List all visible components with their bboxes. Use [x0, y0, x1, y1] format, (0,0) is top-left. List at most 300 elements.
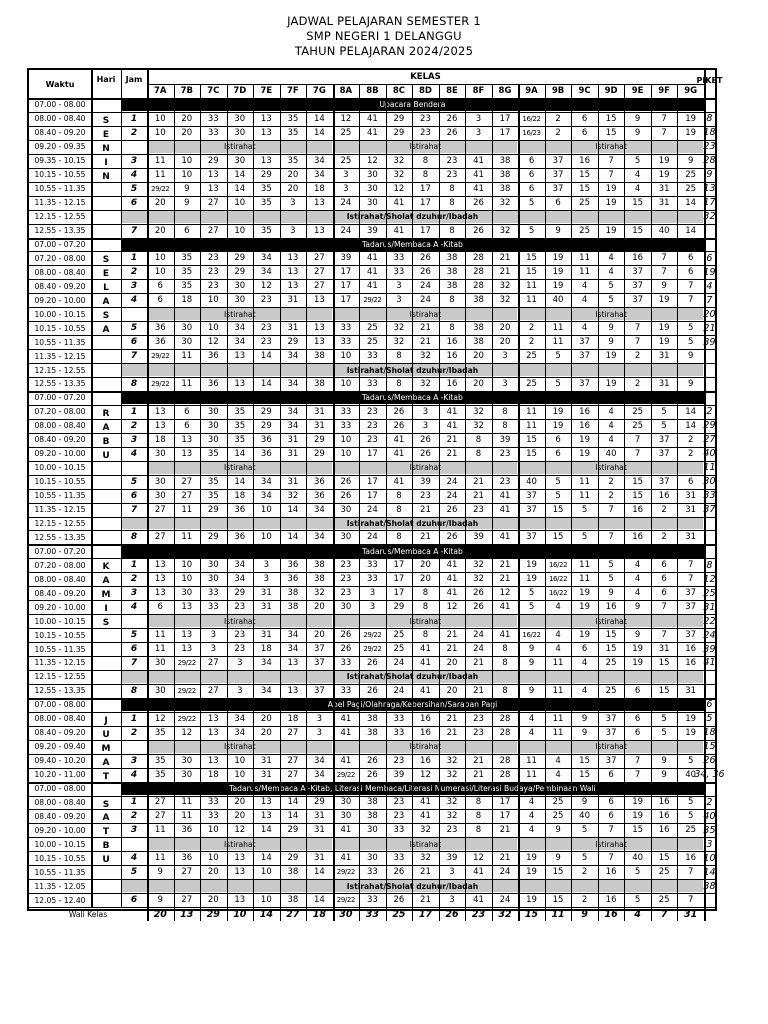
teacher-code-9a: 40	[526, 476, 537, 487]
teacher-code-8d: 32	[420, 378, 431, 389]
teacher-code-7c: 12	[207, 337, 219, 348]
teacher-code-8b: 26	[367, 755, 378, 766]
break-label: Istirahat	[334, 308, 518, 320]
teacher-code-9a: 5	[528, 225, 535, 236]
row-divider	[91, 238, 121, 240]
teacher-code-7c: 27	[207, 685, 219, 696]
teacher-code-8g: 32	[499, 197, 511, 208]
teacher-code-8f: 32	[473, 560, 484, 571]
teacher-code-9d: 4	[608, 434, 614, 445]
teacher-code-9d: 5	[608, 281, 614, 292]
teacher-code-8a: 30	[340, 602, 352, 613]
teacher-code-9c: 15	[579, 755, 590, 766]
teacher-code-8g: 24	[499, 895, 511, 906]
teacher-code-7a: 6	[157, 295, 163, 306]
teacher-code-7e: 29	[260, 169, 272, 180]
teacher-code-9d: 4	[608, 253, 614, 264]
teacher-code-8e: 21	[446, 630, 458, 641]
teacher-code-9d: 4	[608, 406, 614, 417]
teacher-code-8c: 24	[393, 685, 405, 696]
teacher-code-9d: 2	[608, 476, 614, 487]
teacher-code-9b: 6	[555, 448, 561, 459]
time-slot: 10.55 - 11.35	[34, 644, 86, 654]
time-slot: 12.15 - 12.55	[34, 672, 86, 682]
teacher-code-9b: 5	[555, 378, 561, 389]
teacher-code-7a: 10	[154, 113, 166, 124]
teacher-code-9a: 5	[528, 602, 535, 613]
teacher-code-7f: 35	[287, 113, 299, 124]
teacher-code-7a: 30	[154, 448, 166, 459]
teacher-code-8g: 8	[502, 685, 508, 696]
jam-number: 7	[130, 225, 138, 236]
teacher-code-9f: 37	[658, 476, 670, 487]
teacher-code-8e: 41	[446, 560, 458, 571]
teacher-code-9b: 5	[555, 490, 561, 501]
teacher-code-7e: 35	[260, 197, 272, 208]
teacher-code-9b: 9	[555, 225, 561, 236]
activity-banner: Tadarus/Membaca Al-Kitab	[121, 545, 704, 558]
teacher-code-8b: 26	[367, 769, 378, 780]
teacher-code-9b: 4	[555, 755, 561, 766]
piket-code: 8	[706, 559, 713, 571]
teacher-code-9d: 16	[605, 867, 617, 878]
teacher-code-7a: 27	[154, 797, 166, 808]
teacher-code-9a: 37	[526, 490, 537, 501]
teacher-code-8e: 12	[446, 602, 458, 613]
teacher-code-7b: 13	[181, 434, 193, 445]
jam-number: 5	[130, 323, 138, 334]
teacher-code-8c: 26	[393, 867, 405, 878]
time-slot: 08.40 - 09.20	[34, 728, 86, 738]
jam-number: 2	[130, 127, 138, 138]
break-label: Istirahat	[519, 741, 703, 753]
time-slot: 12.15 - 12.55	[34, 212, 86, 222]
time-slot: 07.00 - 07.20	[34, 546, 86, 556]
teacher-code-8d: 8	[422, 169, 429, 180]
time-slot: 10.15 - 10.55	[34, 477, 86, 487]
teacher-code-9e: 7	[634, 769, 641, 780]
teacher-code-9f: 16	[658, 825, 670, 836]
time-slot: 12.55 - 13.35	[34, 686, 86, 696]
teacher-code-7c: 30	[207, 406, 219, 417]
piket-code: 4	[706, 280, 713, 292]
teacher-code-8e: 41	[446, 574, 458, 585]
column-divider	[174, 84, 175, 921]
teacher-code-8a: 39	[340, 253, 352, 264]
activity-banner: Tadarus/Membaca Al-Kitab	[121, 238, 704, 251]
row-divider	[91, 893, 121, 894]
teacher-code-9b: 4	[555, 644, 561, 655]
jam-number: 1	[130, 113, 138, 124]
teacher-code-9d: 25	[605, 657, 617, 668]
teacher-code-7b: 30	[181, 323, 193, 334]
teacher-code-7d: 10	[234, 197, 246, 208]
teacher-code-9b: 11	[552, 337, 564, 348]
teacher-code-8e: 16	[446, 351, 458, 362]
jam-number: 2	[130, 267, 138, 278]
teacher-code-7e: 3	[263, 574, 270, 585]
teacher-code-9c: 4	[581, 657, 588, 668]
teacher-code-9f: 9	[661, 755, 667, 766]
teacher-code-8b: 26	[367, 685, 378, 696]
teacher-code-8b: 41	[367, 127, 378, 138]
wali-kelas-8a: 30	[339, 908, 353, 920]
time-slot: 08.00 - 08.40	[34, 267, 86, 277]
teacher-code-7d: 34	[234, 337, 246, 348]
teacher-code-9f: 31	[658, 378, 670, 389]
teacher-code-8g: 8	[502, 644, 508, 655]
wali-kelas-9d: 16	[604, 908, 618, 920]
teacher-code-8d: 26	[420, 448, 431, 459]
class-header-7g: 7G	[312, 86, 326, 96]
break-label: Istirahat	[334, 462, 518, 474]
teacher-code-7f: 27	[287, 755, 299, 766]
teacher-code-9g: 31	[685, 504, 697, 515]
teacher-code-9c: 2	[581, 895, 588, 906]
teacher-code-8b: 33	[367, 574, 378, 585]
teacher-code-7e: 29	[260, 420, 272, 431]
teacher-code-8f: 21	[473, 685, 484, 696]
wali-kelas-7b: 13	[180, 908, 194, 920]
teacher-code-9f: 19	[658, 155, 670, 166]
teacher-code-8e: 21	[446, 434, 458, 445]
teacher-code-7f: 20	[287, 169, 299, 180]
teacher-code-8c: 8	[396, 504, 402, 515]
time-slot: 08.40 - 09.20	[34, 128, 86, 138]
teacher-code-9d: 19	[605, 183, 617, 194]
wali-kelas-9c: 9	[581, 908, 588, 920]
teacher-code-7f: 34	[287, 630, 299, 641]
teacher-code-9e: 5	[634, 895, 641, 906]
day-letter: A	[102, 422, 110, 433]
teacher-code-7c: 33	[207, 602, 219, 613]
teacher-code-8e: 32	[446, 769, 458, 780]
teacher-code-7g: 29	[313, 434, 325, 445]
teacher-code-9f: 16	[658, 811, 670, 822]
teacher-code-7d: 23	[234, 644, 246, 655]
teacher-code-7b: 27	[181, 895, 193, 906]
teacher-code-7c: 23	[207, 253, 219, 264]
day-letter: A	[102, 757, 110, 768]
teacher-code-7f: 31	[287, 295, 299, 306]
jam-number: 7	[130, 657, 138, 668]
day-letter: M	[101, 590, 111, 601]
teacher-code-7c: 13	[207, 183, 219, 194]
teacher-code-9c: 15	[579, 769, 590, 780]
teacher-code-8d: 41	[420, 685, 431, 696]
teacher-code-8b: 3	[369, 588, 376, 599]
column-divider	[227, 84, 228, 921]
teacher-code-9d: 7	[608, 825, 614, 836]
time-slot: 09.20 - 09.35	[34, 142, 86, 152]
teacher-code-7g: 3	[316, 727, 323, 738]
teacher-code-9d: 7	[608, 155, 614, 166]
time-slot: 12.05 - 12.40	[34, 895, 86, 905]
teacher-code-9e: 15	[632, 197, 644, 208]
teacher-code-7g: 34	[313, 755, 325, 766]
teacher-code-8f: 28	[473, 253, 484, 264]
teacher-code-8b: 12	[367, 155, 378, 166]
teacher-code-7g: 34	[313, 155, 325, 166]
teacher-code-7c: 30	[207, 560, 219, 571]
teacher-code-7c: 29	[207, 504, 219, 515]
teacher-code-7c: 13	[207, 713, 219, 724]
teacher-code-8g: 17	[499, 797, 511, 808]
column-divider	[492, 84, 493, 921]
teacher-code-9c: 9	[581, 727, 588, 738]
row-divider	[91, 377, 121, 378]
teacher-code-9g: 5	[687, 755, 694, 766]
teacher-code-7b: 20	[181, 113, 193, 124]
teacher-code-7c: 33	[207, 588, 219, 599]
teacher-code-9e: 6	[634, 727, 641, 738]
teacher-code-8f: 24	[473, 644, 484, 655]
jam-number: 1	[130, 560, 138, 571]
teacher-code-9d: 7	[608, 504, 614, 515]
piket-code: 21	[703, 322, 716, 334]
teacher-code-8c: 25	[393, 630, 405, 641]
teacher-code-9c: 4	[581, 685, 588, 696]
break-label: Istirahat	[148, 741, 332, 753]
time-slot: 09.20 - 10.00	[34, 295, 86, 305]
teacher-code-8f: 41	[473, 155, 484, 166]
teacher-code-7a: 9	[157, 895, 163, 906]
teacher-code-7e: 13	[260, 811, 272, 822]
teacher-code-8c: 26	[393, 406, 405, 417]
teacher-code-9a: 9	[528, 657, 535, 668]
teacher-code-8d: 41	[420, 797, 431, 808]
teacher-code-8e: 8	[449, 295, 455, 306]
teacher-code-7c: 30	[207, 574, 219, 585]
class-header-8f: 8F	[472, 86, 485, 96]
teacher-code-7g: 31	[313, 811, 325, 822]
teacher-code-8c: 8	[396, 532, 402, 543]
teacher-code-9a: 4	[528, 713, 535, 724]
teacher-code-8g: 8	[502, 657, 508, 668]
teacher-code-9b: 9	[555, 825, 561, 836]
column-divider	[200, 84, 201, 921]
teacher-code-7a: 36	[154, 337, 166, 348]
teacher-code-8d: 26	[420, 253, 431, 264]
teacher-code-9c: 2	[581, 867, 588, 878]
teacher-code-8b: 33	[367, 895, 378, 906]
teacher-code-9b: 4	[555, 769, 561, 780]
teacher-code-8f: 23	[473, 713, 484, 724]
teacher-code-7c: 33	[207, 811, 219, 822]
teacher-code-7g: 31	[313, 825, 325, 836]
jam-number: 4	[130, 169, 138, 180]
teacher-code-9c: 11	[579, 253, 590, 264]
teacher-code-7e: 34	[260, 685, 272, 696]
piket-code: 2	[706, 406, 713, 418]
teacher-code-7c: 29	[207, 155, 219, 166]
teacher-code-7e: 31	[260, 588, 272, 599]
teacher-code-7d: 29	[234, 267, 246, 278]
prayer-break-label: Istirahat/Sholat dzuhur/Ibadah	[122, 211, 703, 223]
time-slot: 08.00 - 08.40	[34, 714, 86, 724]
teacher-code-8d: 8	[422, 588, 429, 599]
piket-code: 39	[703, 643, 716, 655]
day-letter: I	[104, 157, 108, 168]
teacher-code-7a: 11	[154, 155, 166, 166]
teacher-code-7e: 23	[260, 337, 272, 348]
jam-number: 5	[130, 476, 138, 487]
teacher-code-8a: 3	[343, 183, 349, 194]
teacher-code-7e: 36	[260, 434, 272, 445]
teacher-code-9a: 11	[526, 755, 537, 766]
piket-code: 40	[703, 810, 716, 822]
teacher-code-7a: 18	[154, 434, 166, 445]
teacher-code-7e: 29	[260, 406, 272, 417]
teacher-code-7e: 23	[260, 295, 272, 306]
teacher-code-9d: 15	[605, 127, 617, 138]
teacher-code-8g: 24	[499, 867, 511, 878]
piket-code: 20	[703, 308, 716, 320]
teacher-code-7d: 18	[234, 490, 246, 501]
teacher-code-8f: 38	[473, 295, 484, 306]
teacher-code-7f: 38	[287, 588, 299, 599]
teacher-code-8c: 41	[393, 197, 405, 208]
piket-code: 12	[703, 573, 716, 585]
teacher-code-8g: 41	[499, 602, 511, 613]
teacher-code-8e: 8	[449, 197, 455, 208]
time-slot: 10.15 - 10.55	[34, 853, 86, 863]
teacher-code-9g: 2	[687, 434, 694, 445]
teacher-code-9c: 25	[579, 225, 590, 236]
teacher-code-9e: 6	[634, 685, 641, 696]
time-slot: 07.00 - 07.20	[34, 239, 86, 249]
teacher-code-9b: 19	[552, 281, 564, 292]
teacher-code-7c: 30	[207, 420, 219, 431]
teacher-code-8e: 16	[446, 378, 458, 389]
teacher-code-9e: 19	[632, 644, 644, 655]
teacher-code-9c: 19	[579, 602, 590, 613]
teacher-code-7f: 14	[287, 504, 299, 515]
teacher-code-9c: 5	[581, 532, 588, 543]
teacher-code-7f: 3	[290, 225, 296, 236]
teacher-code-8b: 38	[367, 811, 378, 822]
teacher-code-7g: 36	[313, 490, 325, 501]
piket-code: 39	[703, 336, 716, 348]
break-label: Istirahat	[148, 308, 332, 320]
teacher-code-7a: 20	[154, 197, 166, 208]
jam-number: 3	[130, 588, 138, 599]
teacher-code-9f: 19	[658, 337, 670, 348]
teacher-code-8f: 41	[473, 867, 484, 878]
teacher-code-8e: 21	[446, 644, 458, 655]
teacher-code-8a: 10	[340, 378, 352, 389]
piket-code: 40	[703, 448, 716, 460]
teacher-code-7f: 31	[287, 434, 299, 445]
teacher-code-7a: 13	[154, 588, 166, 599]
teacher-code-7c: 20	[207, 895, 219, 906]
teacher-code-7b: 10	[181, 169, 193, 180]
teacher-code-8b: 26	[367, 657, 378, 668]
teacher-code-8d: 32	[420, 351, 431, 362]
teacher-code-8f: 26	[473, 602, 484, 613]
teacher-code-7g: 18	[313, 183, 325, 194]
teacher-code-7g: 34	[313, 769, 325, 780]
jam-number: 5	[130, 630, 138, 641]
row-divider	[91, 475, 121, 476]
teacher-code-9b: 19	[552, 420, 564, 431]
teacher-code-8b: 41	[367, 281, 378, 292]
row-divider	[91, 642, 121, 643]
teacher-code-9a: 15	[526, 267, 537, 278]
teacher-code-7b: 27	[181, 476, 193, 487]
jam-number: 8	[130, 378, 138, 389]
day-letter: N	[102, 143, 110, 154]
teacher-code-9c: 6	[581, 127, 588, 138]
teacher-code-7d: 34	[234, 713, 246, 724]
teacher-code-9g: 5	[687, 323, 694, 334]
teacher-code-7a: 10	[154, 267, 166, 278]
teacher-code-8a: 41	[340, 825, 352, 836]
teacher-code-9d: 15	[605, 113, 617, 124]
time-slot: 09.40 - 10.20	[34, 756, 86, 766]
time-slot: 11.35 - 12.15	[34, 198, 86, 208]
wali-kelas-9a: 15	[524, 908, 539, 920]
teacher-code-7b: 29/22	[177, 658, 196, 667]
teacher-code-8c: 41	[393, 448, 405, 459]
teacher-code-9c: 19	[579, 448, 590, 459]
piket-code: 17	[703, 197, 716, 209]
teacher-code-7g: 14	[313, 895, 325, 906]
teacher-code-9g: 31	[685, 532, 697, 543]
jam-number: 8	[130, 532, 138, 543]
teacher-code-9c: 6	[581, 644, 588, 655]
teacher-code-9b: 25	[552, 797, 564, 808]
teacher-code-9c: 40	[579, 811, 590, 822]
class-header-7d: 7D	[233, 86, 247, 96]
day-letter: S	[102, 311, 110, 322]
teacher-code-9b: 37	[552, 155, 564, 166]
teacher-code-9e: 7	[634, 434, 641, 445]
teacher-code-8f: 21	[473, 657, 484, 668]
teacher-code-8b: 30	[367, 169, 378, 180]
teacher-code-7g: 29	[313, 448, 325, 459]
teacher-code-8a: 10	[340, 351, 352, 362]
teacher-code-8c: 33	[393, 727, 405, 738]
time-slot: 07.00 - 07.20	[34, 393, 86, 403]
teacher-code-8a: 33	[340, 406, 352, 417]
teacher-code-9d: 25	[605, 685, 617, 696]
teacher-code-9e: 19	[632, 797, 644, 808]
teacher-code-9e: 19	[632, 657, 644, 668]
teacher-code-9d: 7	[608, 169, 614, 180]
teacher-code-9g: 7	[687, 560, 694, 571]
teacher-code-8b: 3	[369, 602, 376, 613]
teacher-code-9e: 9	[634, 602, 641, 613]
teacher-code-9f: 31	[658, 183, 670, 194]
wali-kelas-8b: 33	[365, 908, 380, 920]
column-divider	[253, 84, 254, 921]
teacher-code-7a: 11	[154, 853, 166, 864]
teacher-code-8a: 23	[340, 588, 352, 599]
column-divider	[386, 84, 387, 921]
teacher-code-9f: 6	[661, 560, 667, 571]
teacher-code-9b: 2	[555, 127, 561, 138]
class-header-7c: 7C	[207, 86, 220, 96]
jam-number: 1	[130, 406, 138, 417]
row-divider	[91, 196, 121, 197]
teacher-code-9f: 37	[658, 434, 670, 445]
teacher-code-8b: 33	[367, 351, 378, 362]
teacher-code-9g: 7	[687, 574, 694, 585]
teacher-code-9c: 16	[579, 155, 590, 166]
teacher-code-7e: 3	[263, 560, 270, 571]
teacher-code-9a: 25	[526, 351, 537, 362]
